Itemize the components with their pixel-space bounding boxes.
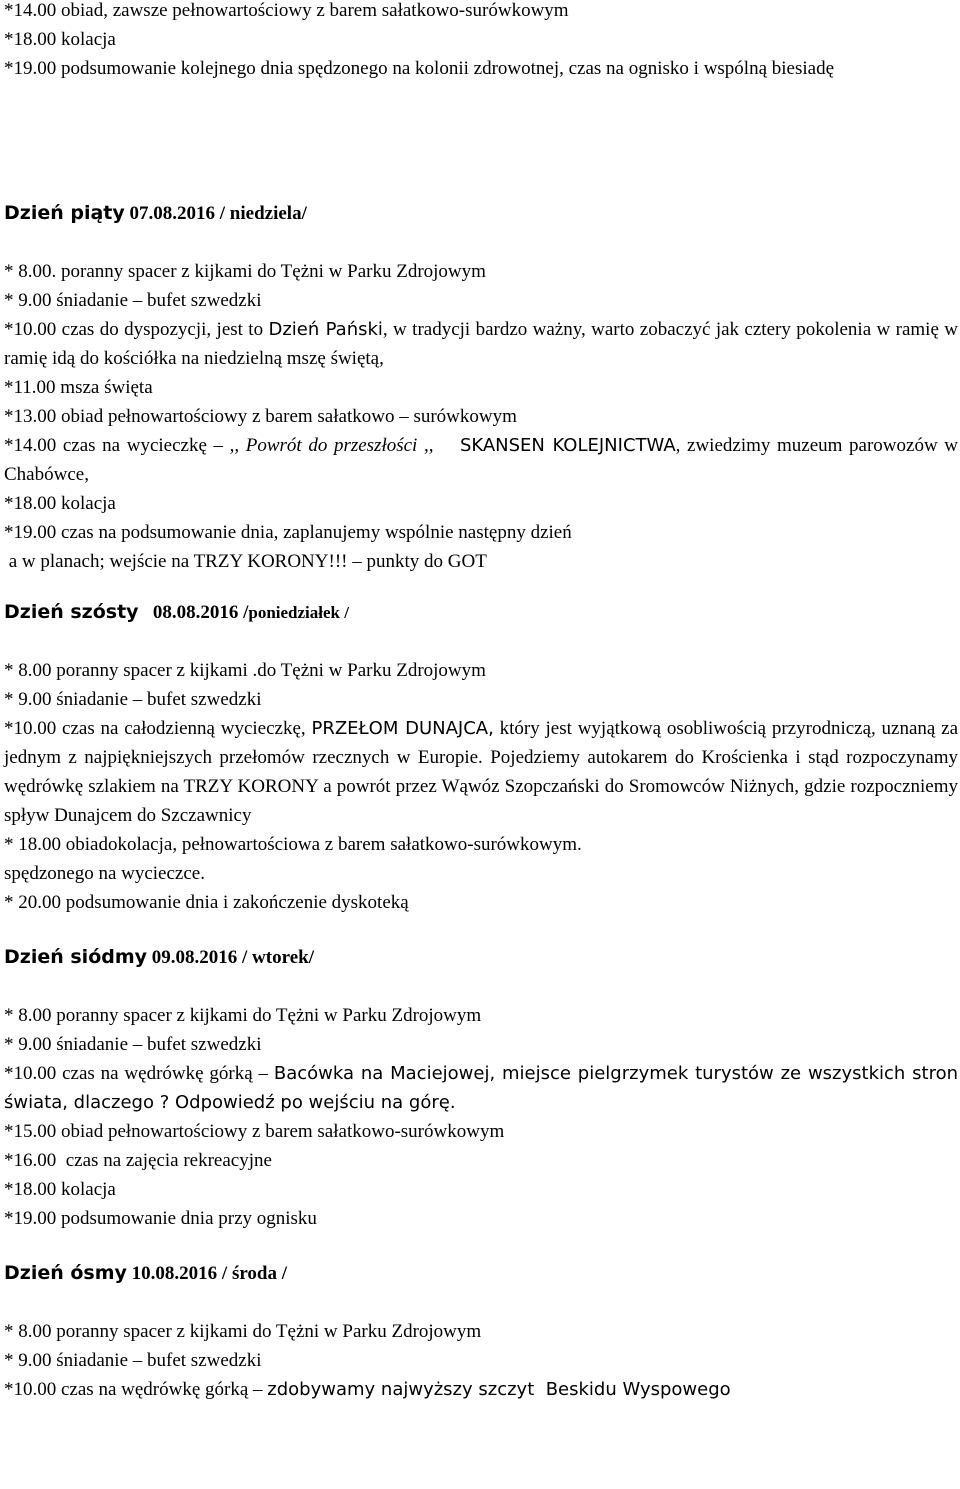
day-heading bbox=[4, 199, 958, 233]
schedule-line: * 20.00 podsumowanie dnia i zakończenie dyskoteką bbox=[4, 892, 409, 913]
schedule-line: *18.00 kolacja bbox=[4, 29, 116, 50]
schedule-line: *10.00 czas do dyspozycji, jest to Dzień Pański, w tradycji bardzo ważny, warto zobaczyć jak cztery pokolenia w ramię w ramię idą do kościółka na niedzielną mszę świętą, bbox=[4, 319, 958, 369]
schedule-line: *18.00 kolacja bbox=[4, 1179, 116, 1200]
highlight-text: Dzień Pański bbox=[268, 319, 383, 340]
highlight-text: SKANSEN KOLEJNICTWA bbox=[459, 435, 676, 456]
day-label: Dzień siódmy bbox=[4, 946, 148, 968]
schedule-line: *15.00 obiad pełnowartościowy z barem sałatkowo-surówkowym bbox=[4, 1121, 505, 1142]
schedule-line: spędzonego na wycieczce. bbox=[4, 863, 205, 884]
schedule-line: *19.00 podsumowanie dnia przy ognisku bbox=[4, 1208, 317, 1229]
schedule-line: * 8.00 poranny spacer z kijkami do Tężni w Parku Zdrojowym bbox=[4, 1321, 482, 1342]
schedule-line: *10.00 czas na wędrówkę górką – Bacówka na Maciejowej, miejsce pielgrzymek turystów ze wszystkich stron świata, dlaczego ? Odpowiedź po wejściu na górę. bbox=[4, 1063, 958, 1113]
day-heading bbox=[4, 1259, 958, 1293]
schedule-line: *14.00 czas na wycieczkę – ,, Powrót do przeszłości ,, SKANSEN KOLEJNICTWA, zwiedzimy muzeum parowozów w Chabówce, bbox=[4, 435, 959, 485]
schedule-line: *14.00 obiad, zawsze pełnowartościowy z barem sałatkowo-surówkowym bbox=[4, 0, 569, 21]
document-page bbox=[4, 0, 958, 1404]
schedule-line: * 9.00 śniadanie – bufet szwedzki bbox=[4, 689, 262, 710]
day-date: 07.08.2016 / niedziela/ bbox=[129, 203, 307, 224]
schedule-line: a w planach; wejście na TRZY KORONY!!! – punkty do GOT bbox=[4, 551, 487, 572]
trip-title: ,, Powrót do przeszłości ,, bbox=[229, 435, 434, 456]
schedule-line: *19.00 czas na podsumowanie dnia, zaplanujemy wspólnie następny dzień bbox=[4, 522, 572, 543]
day-weekday: poniedziałek / bbox=[248, 603, 349, 622]
day-label: Dzień szósty bbox=[4, 601, 139, 623]
day-label: Dzień piąty bbox=[4, 202, 125, 224]
day-date: 08.08.2016 / bbox=[152, 602, 249, 623]
highlight-text: PRZEŁOM DUNAJCA, bbox=[311, 718, 494, 739]
schedule-line: * 9.00 śniadanie – bufet szwedzki bbox=[4, 1034, 262, 1055]
highlight-text: Bacówka na Maciejowej, miejsce pielgrzymek turystów ze wszystkich stron świata, dlaczego ? Odpowiedź po wejściu na górę. bbox=[4, 1063, 958, 1113]
schedule-line: *10.00 czas na całodzienną wycieczkę, PRZEŁOM DUNAJCA, który jest wyjątkową osobliwością przyrodniczą, uznaną za jednym z najpiękniejszych przełomów rzecznych w Europie. Pojedziemy autokarem do Krościenka i stąd rozpoczynamy wędrówkę szlakiem na TRZY KORONY a powrót przez Wąwóz Szopczański do Sromowców Niżnych, gdzie rozpoczniemy spływ Dunajcem do Szczawnicy bbox=[4, 718, 959, 826]
schedule-line: * 8.00 poranny spacer z kijkami .do Tężni w Parku Zdrojowym bbox=[4, 660, 486, 681]
highlight-text: zdobywamy najwyższy szczyt Beskidu Wyspowego bbox=[267, 1379, 731, 1400]
day-heading bbox=[4, 598, 958, 632]
schedule-line: * 9.00 śniadanie – bufet szwedzki bbox=[4, 290, 262, 311]
schedule-line: *11.00 msza święta bbox=[4, 377, 153, 398]
schedule-line: * 8.00. poranny spacer z kijkami do Tężni w Parku Zdrojowym bbox=[4, 261, 486, 282]
schedule-line: * 18.00 obiadokolacja, pełnowartościowa z barem sałatkowo-surówkowym. bbox=[4, 834, 582, 855]
schedule-line: *18.00 kolacja bbox=[4, 493, 116, 514]
schedule-line: *19.00 podsumowanie kolejnego dnia spędzonego na kolonii zdrowotnej, czas na ognisko i wspólną biesiadę bbox=[4, 58, 835, 79]
schedule-line: *10.00 czas na wędrówkę górką – zdobywamy najwyższy szczyt Beskidu Wyspowego bbox=[4, 1379, 731, 1400]
day-date: 09.08.2016 / wtorek/ bbox=[151, 947, 314, 968]
day-heading bbox=[4, 943, 958, 977]
day-label: Dzień ósmy bbox=[4, 1262, 127, 1284]
schedule-line: *13.00 obiad pełnowartościowy z barem sałatkowo – surówkowym bbox=[4, 406, 517, 427]
schedule-line: *16.00 czas na zajęcia rekreacyjne bbox=[4, 1150, 272, 1171]
schedule-line: * 9.00 śniadanie – bufet szwedzki bbox=[4, 1350, 262, 1371]
day-date: 10.08.2016 / środa / bbox=[131, 1263, 288, 1284]
schedule-line: * 8.00 poranny spacer z kijkami do Tężni w Parku Zdrojowym bbox=[4, 1005, 482, 1026]
